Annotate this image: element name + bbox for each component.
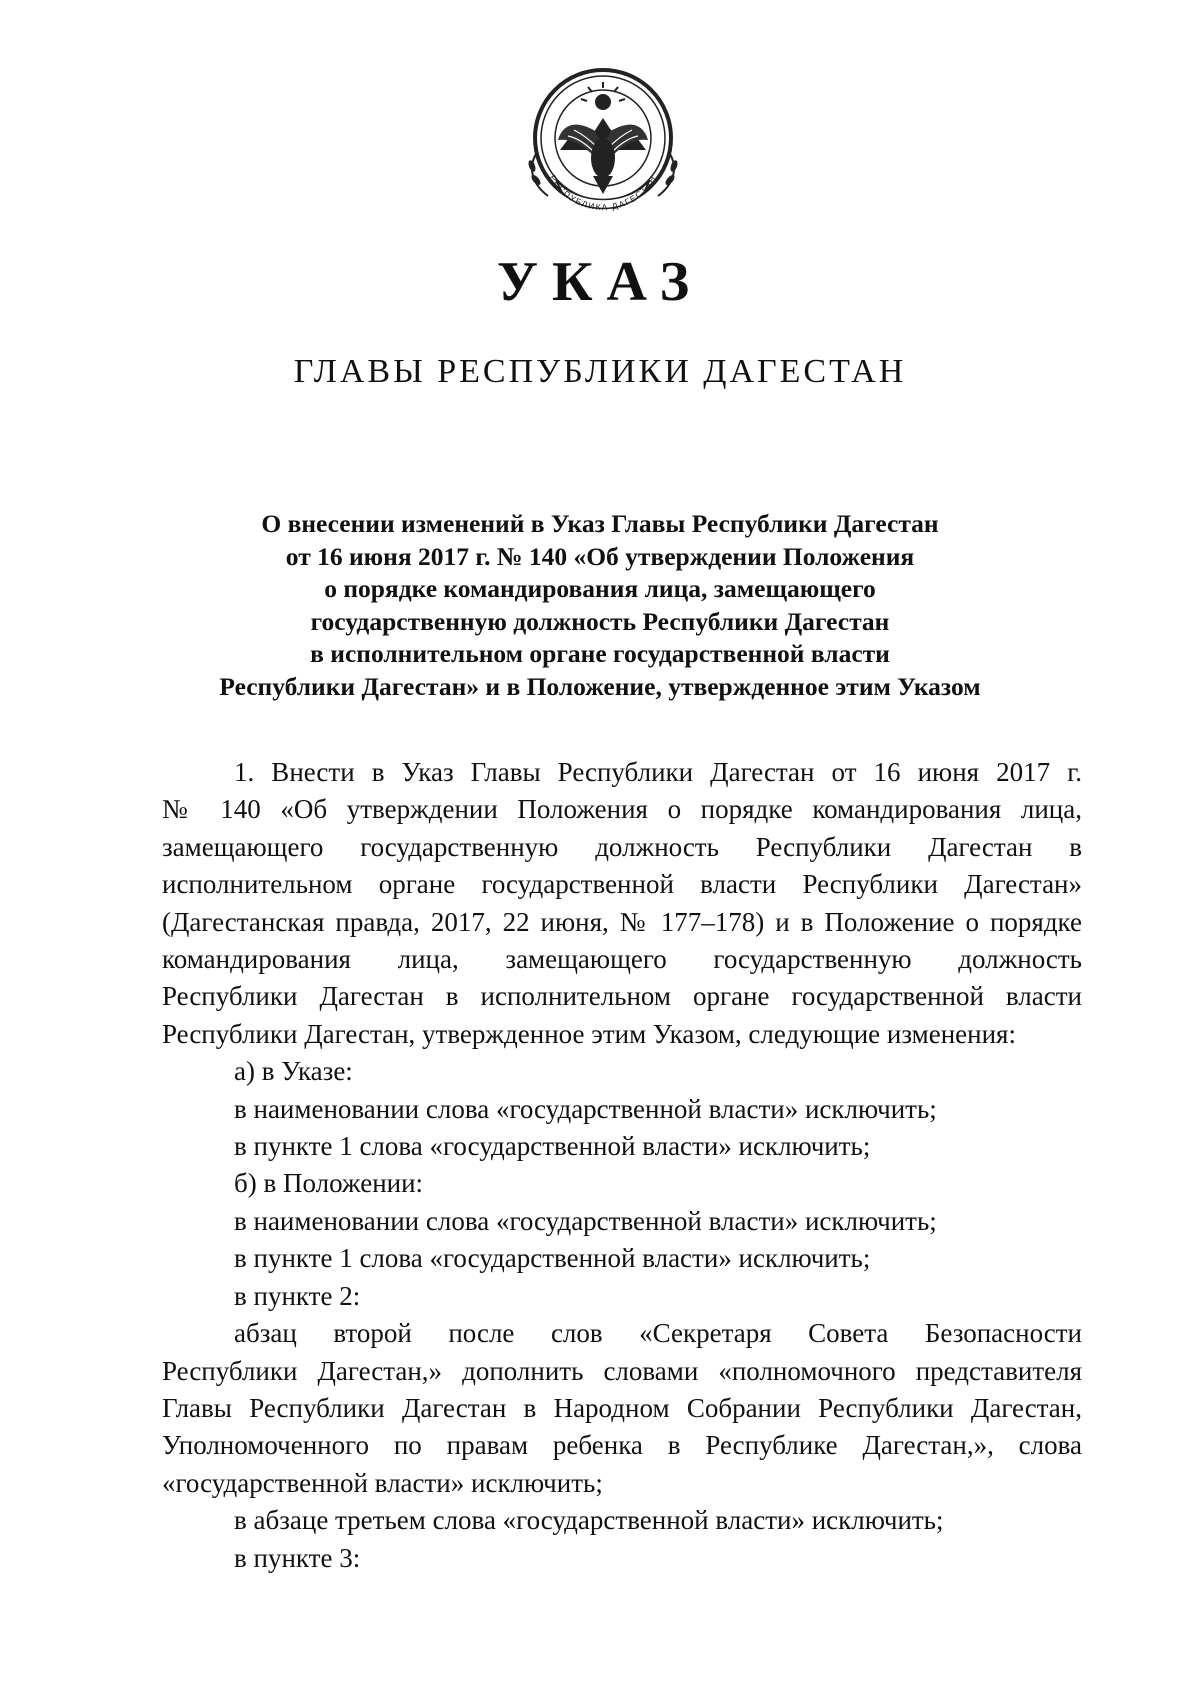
document-subtitle: ГЛАВЫ РЕСПУБЛИКИ ДАГЕСТАН — [293, 353, 907, 390]
body-line: исполнительном органе государственной власти Республики Дагестан» — [162, 869, 1082, 900]
clause-point-3: в пункте 3: — [234, 1542, 361, 1573]
body-line: командирования лица, замещающего государственную должность — [162, 944, 1082, 975]
emblem-inscription: РЕСПУБЛИКА ДАГЕСТАН — [547, 173, 659, 213]
body-line: Республики Дагестан, утвержденное этим Указом, следующие изменения: — [162, 1018, 1016, 1049]
clause-b-item: в наименовании слова «государственной власти» исключить; — [234, 1205, 937, 1236]
heading-line: Республики Дагестан» и в Положение, утвержденное этим Указом — [219, 671, 981, 701]
body-line: Уполномоченного по правам ребенка в Республике Дагестан,», слова — [162, 1430, 1082, 1461]
body-line: «государственной власти» исключить; — [162, 1467, 603, 1498]
clause-a: а) в Указе: — [234, 1056, 353, 1087]
document-title: УКАЗ — [496, 251, 704, 313]
body-line: Главы Республики Дагестан в Народном Собрании Республики Дагестан, — [162, 1392, 1082, 1423]
clause-a-item: в наименовании слова «государственной власти» исключить; — [234, 1093, 937, 1124]
heading-line: от 16 июня 2017 г. № 140 «Об утверждении Положения — [285, 541, 915, 571]
body-line: Республики Дагестан в исполнительном органе государственной власти — [162, 981, 1082, 1012]
clause-abz3: в абзаце третьем слова «государственной власти» исключить; — [234, 1505, 944, 1536]
heading-line: О внесении изменений в Указ Главы Республики Дагестан — [261, 509, 939, 538]
body-line: (Дагестанская правда, 2017, 22 июня, № 177–178) и в Положение о порядке — [162, 906, 1082, 937]
clause-point-2: в пункте 2: — [234, 1280, 361, 1311]
body-line: 1. Внести в Указ Главы Республики Дагестан от 16 июня 2017 г. — [234, 757, 1082, 787]
clause-b-item: в пункте 1 слова «государственной власти» исключить; — [234, 1243, 871, 1274]
heading-line: в исполнительном органе государственной власти — [310, 639, 890, 668]
coat-of-arms — [518, 58, 688, 228]
clause-a-item: в пункте 1 слова «государственной власти» исключить; — [234, 1131, 871, 1162]
decree-heading — [150, 508, 1050, 703]
heading-line: о порядке командирования лица, замещающего — [324, 574, 876, 603]
body-line: № 140 «Об утверждении Положения о порядке командирования лица, — [162, 794, 1082, 825]
dagestan-coat-of-arms-icon — [518, 58, 688, 228]
decree-body — [162, 754, 1082, 1577]
body-line: абзац второй после слов «Секретаря Совета Безопасности — [234, 1318, 1082, 1349]
clause-b: б) в Положении: — [234, 1168, 424, 1199]
body-line: Республики Дагестан,» дополнить словами «полномочного представителя — [162, 1355, 1082, 1386]
body-line: замещающего государственную должность Республики Дагестан в — [162, 831, 1082, 862]
heading-line: государственную должность Республики Дагестан — [310, 606, 890, 636]
